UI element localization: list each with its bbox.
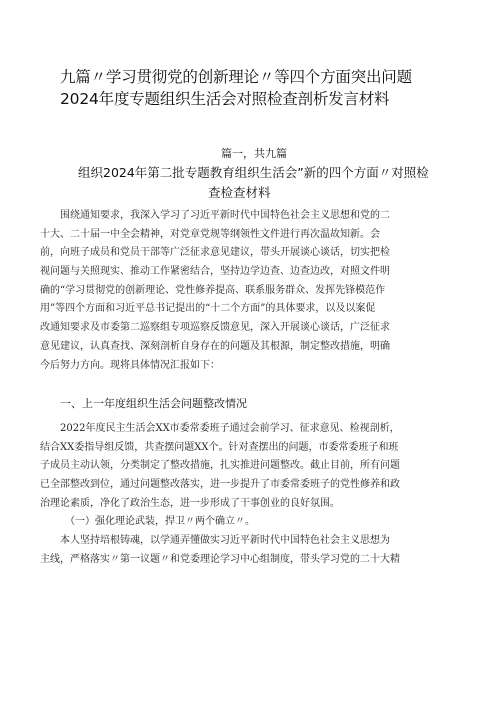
text-line: 十大、二十届一中全会精神，对党章党规等纲领性文件进行再次温故知新。会 (40, 228, 380, 240)
subtitle-line-1: 组织2024年第二批专题教育组织生活会”新的四个方面〃对照检 (78, 165, 429, 180)
text-line: 前，向班子成员和党员干部等广泛征求意见建议，带头开展谈心谈话，切实把检 (40, 247, 390, 259)
text-line: 本人坚持培根铸魂，以学通弄懂做实习近平新时代中国特色社会主义思想为 (40, 535, 390, 547)
document-title-line-1: 九篇〃学习贯彻党的创新理论〃等四个方面突出问题 (60, 68, 412, 86)
text-line: 围绕通知要求，我深入学习了习近平新时代中国特色社会主义思想和党的二 (40, 210, 390, 221)
text-line: 治理论素质，净化了政治生态，进一步形成了干事创业的良好氛围。 (40, 497, 340, 509)
document-title-line-2: 2024年度专题组织生活会对照检查剖析发言材料 (60, 90, 390, 108)
section-label: 篇一，共九篇 (221, 147, 287, 160)
text-line: 今后努力方向。现将具体情况汇报如下： (40, 359, 220, 371)
text-line: 2022年度民主生活会XX市委常委班子通过会前学习、征求意见、检视剖析， (40, 423, 400, 434)
subtitle-line-2: 查检查材料 (208, 185, 271, 200)
text-line: 确的“学习贯彻党的创新理论、党性修养提高、联系服务群众、发挥先锋模范作 (40, 284, 386, 296)
text-line: 主线，严格落实〃第一议题〃和党委理论学习中心组制度，带头学习党的二十大精 (40, 553, 400, 565)
section-heading: 一、上一年度组织生活会问题整改情况 (60, 397, 247, 410)
text-line: 视问题与关照现实、推动工作紧密结合，坚持边学边查、边查边改，对照文件明 (40, 266, 390, 278)
text-line: 已全部整改到位，通过问题整改落实，进一步提升了市委常委班子的党性修养和政 (40, 479, 400, 491)
text-line: 意见建议，认真查找、深刻剖析自身存在的问题及其根源，制定整改措施，明确 (40, 340, 390, 352)
text-line: 用”等四个方面和习近平总书记提出的“十二个方面”的具体要求，以及以案促 (40, 303, 376, 315)
text-line: 子成员主动认领，分类制定了整改措施，扎实推进问题整改。截止目前，所有问题 (40, 460, 400, 472)
subsection-heading: （一）强化理论武装，捍卫〃两个确立〃。 (40, 516, 255, 528)
body-paragraph (40, 420, 465, 570)
intro-paragraph (40, 207, 465, 375)
text-line: 改通知要求及市委第二巡察组专项巡察反馈意见，深入开展谈心谈话，广泛征求 (40, 322, 390, 334)
text-line: 结合XX委指导组反馈，共查摆问题XX个。针对查摆出的问题，市委常委班子和班 (40, 441, 399, 453)
